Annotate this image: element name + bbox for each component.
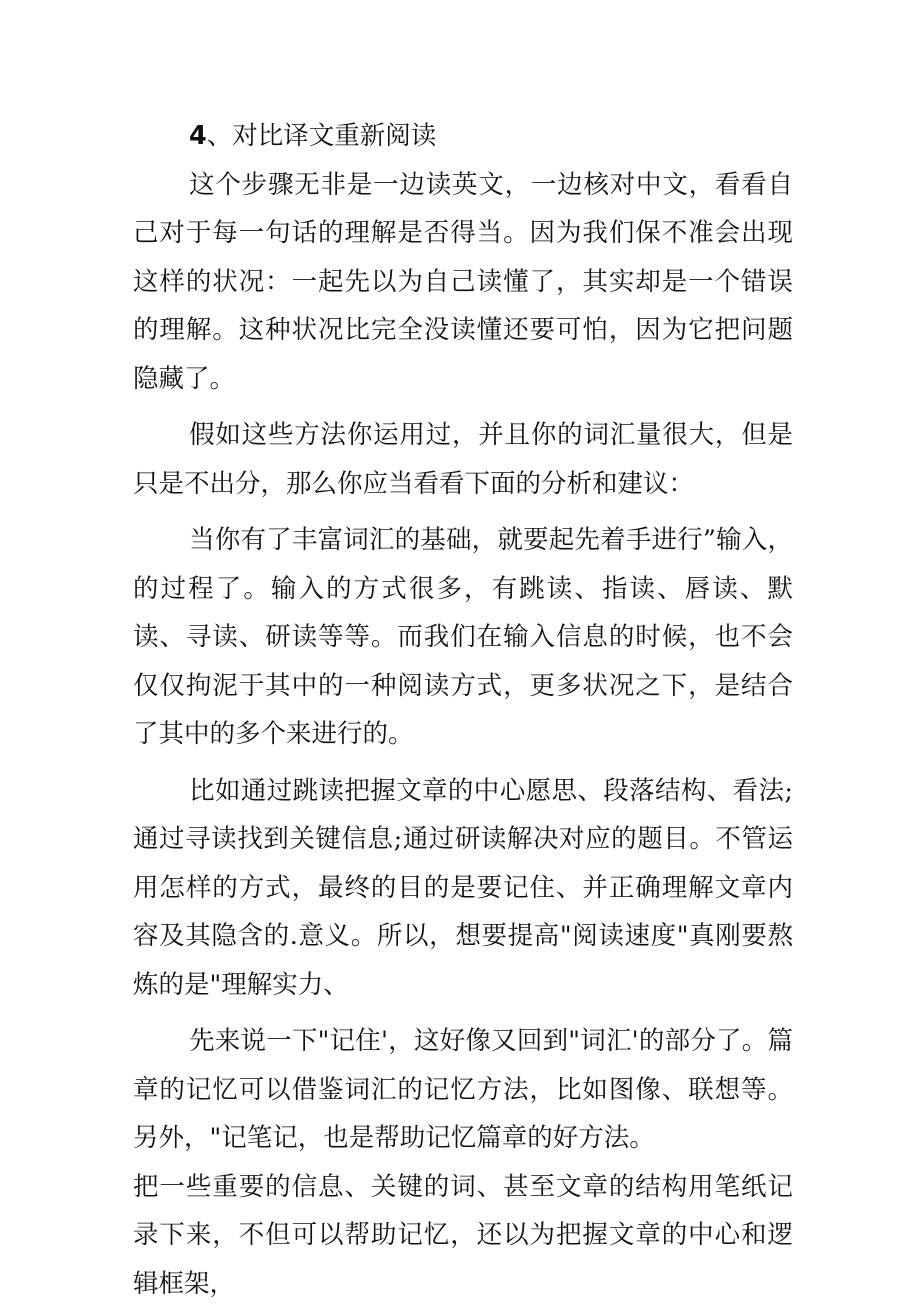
section-title: 、对比译文重新阅读 (207, 121, 437, 151)
document-body (133, 112, 793, 1308)
paragraph: 先来说一下"记住'，这好像又回到"词汇'的部分了。篇章的记忆可以借鉴词汇的记忆方法，比如图像、联想等。另外，"记笔记，也是帮助记忆篇章的好方法。 (133, 1017, 793, 1163)
paragraph: 把一些重要的信息、关键的词、甚至文章的结构用笔纸记录下来，不但可以帮助记忆，还以为把握文章的中心和逻辑框架， (133, 1163, 793, 1308)
paragraph: 当你有了丰富词汇的基础，就要起先着手进行”输入，的过程了。输入的方式很多，有跳读、指读、唇读、默读、寻读、研读等等。而我们在输入信息的时候，也不会仅仅拘泥于其中的一种阅读方式，更多状况之下，是结合了其中的多个来进行的。 (133, 516, 793, 759)
section-heading (133, 112, 793, 161)
paragraph: 假如这些方法你运用过，并且你的词汇量很大，但是只是不出分，那么你应当看看下面的分析和建议： (133, 411, 793, 508)
paragraph: 这个步骤无非是一边读英文，一边核对中文，看看自己对于每一句话的理解是否得当。因为我们保不准会出现这样的状况：一起先以为自己读懂了，其实却是一个错误的理解。这种状况比完全没读懂还要可怕，因为它把问题隐藏了。 (133, 161, 793, 404)
section-number: 4 (189, 121, 207, 151)
paragraph: 比如通过跳读把握文章的中心愿思、段落结构、看法;通过寻读找到关键信息;通过研读解决对应的题目。不管运用怎样的方式，最终的目的是要记住、并正确理解文章内容及其隐含的.意义。所以，想要提高"阅读速度"真刚要熬炼的是"理解实力、 (133, 767, 793, 1010)
